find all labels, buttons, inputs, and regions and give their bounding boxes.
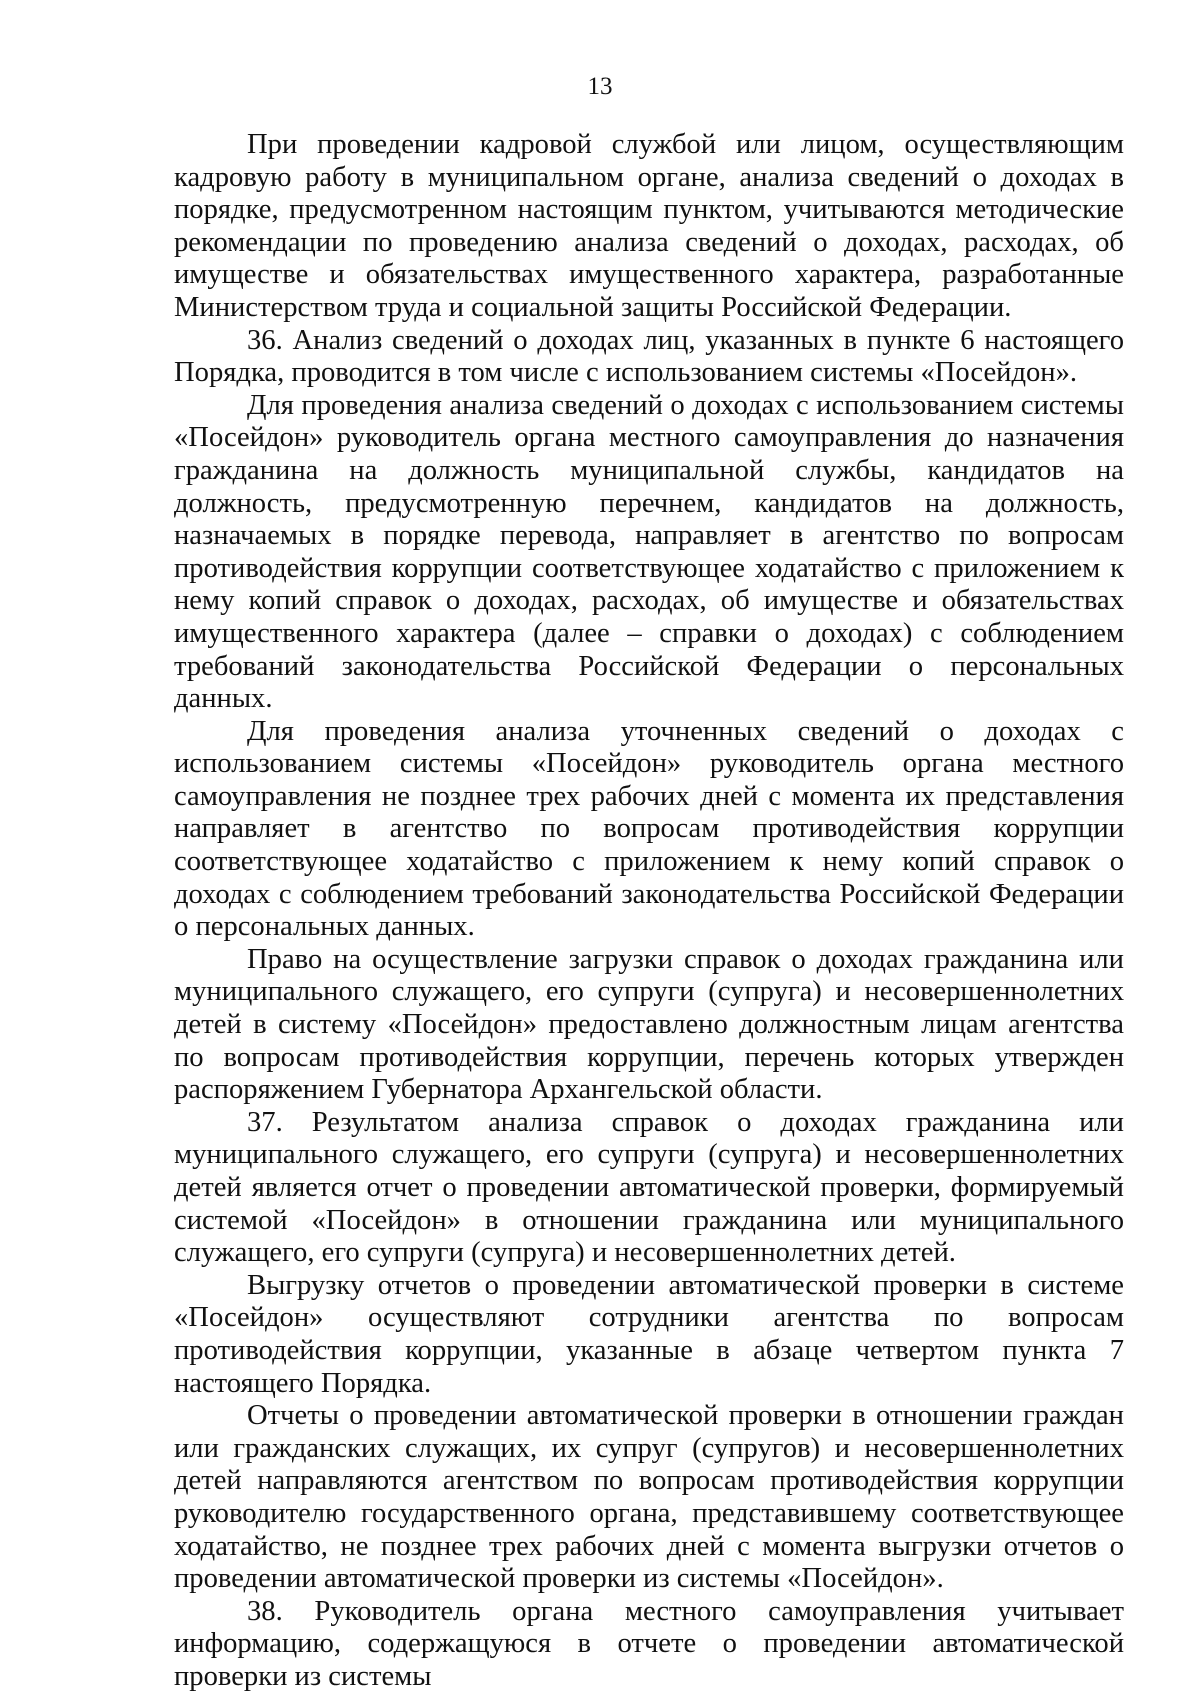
- paragraph: 37. Результатом анализа справок о доходах гражданина или муниципального служащего, его супруги (супруга) и несовершеннолетних детей является отчет о проведении автоматической проверки, формируемый системой «Посейдон» в отношении гражданина или муниципального служащего, его супруги (супруга) и несовершеннолетних детей.: [174, 1106, 1124, 1269]
- paragraph: 36. Анализ сведений о доходах лиц, указанных в пункте 6 настоящего Порядка, проводится в том числе с использованием системы «Посейдон».: [174, 324, 1124, 389]
- paragraph: Выгрузку отчетов о проведении автоматической проверки в системе «Посейдон» осуществляют сотрудники агентства по вопросам противодействия коррупции, указанные в абзаце четвертом пункта 7 настоящего Порядка.: [174, 1269, 1124, 1399]
- paragraph: Для проведения анализа сведений о доходах с использованием системы «Посейдон» руководитель органа местного самоуправления до назначения гражданина на должность муниципальной службы, кандидатов на должность, предусмотренную перечнем, кандидатов на должность, назначаемых в порядке перевода, направляет в агентство по вопросам противодействия коррупции соответствующее ходатайство с приложением к нему копий справок о доходах, расходах, об имуществе и обязательствах имущественного характера (далее – справки о доходах) с соблюдением требований законодательства Российской Федерации о персональных данных.: [174, 389, 1124, 715]
- page-number: 13: [587, 73, 613, 100]
- document-body: [174, 129, 1124, 1694]
- paragraph: Отчеты о проведении автоматической проверки в отношении граждан или гражданских служащих, их супруг (супругов) и несовершеннолетних детей направляются агентством по вопросам противодействия коррупции руководителю государственного органа, представившему соответствующее ходатайство, не позднее трех рабочих дней с момента выгрузки отчетов о проведении автоматической проверки из системы «Посейдон».: [174, 1400, 1124, 1595]
- paragraph: Право на осуществление загрузки справок о доходах гражданина или муниципального служащего, его супруги (супруга) и несовершеннолетних детей в систему «Посейдон» предоставлено должностным лицам агентства по вопросам противодействия коррупции, перечень которых утвержден распоряжением Губернатора Архангельской области.: [174, 943, 1124, 1106]
- paragraph: 38. Руководитель органа местного самоуправления учитывает информацию, содержащуюся в отчете о проведении автоматической проверки из системы: [174, 1595, 1124, 1692]
- paragraph: Для проведения анализа уточненных сведений о доходах с использованием системы «Посейдон» руководитель органа местного самоуправления не позднее трех рабочих дней с момента их представления направляет в агентство по вопросам противодействия коррупции соответствующее ходатайство с приложением к нему копий справок о доходах с соблюдением требований законодательства Российской Федерации о персональных данных.: [174, 715, 1124, 943]
- paragraph: При проведении кадровой службой или лицом, осуществляющим кадровую работу в муниципальном органе, анализа сведений о доходах в порядке, предусмотренном настоящим пунктом, учитываются методические рекомендации по проведению анализа сведений о доходах, расходах, об имуществе и обязательствах имущественного характера, разработанные Министерством труда и социальной защиты Российской Федерации.: [174, 129, 1124, 323]
